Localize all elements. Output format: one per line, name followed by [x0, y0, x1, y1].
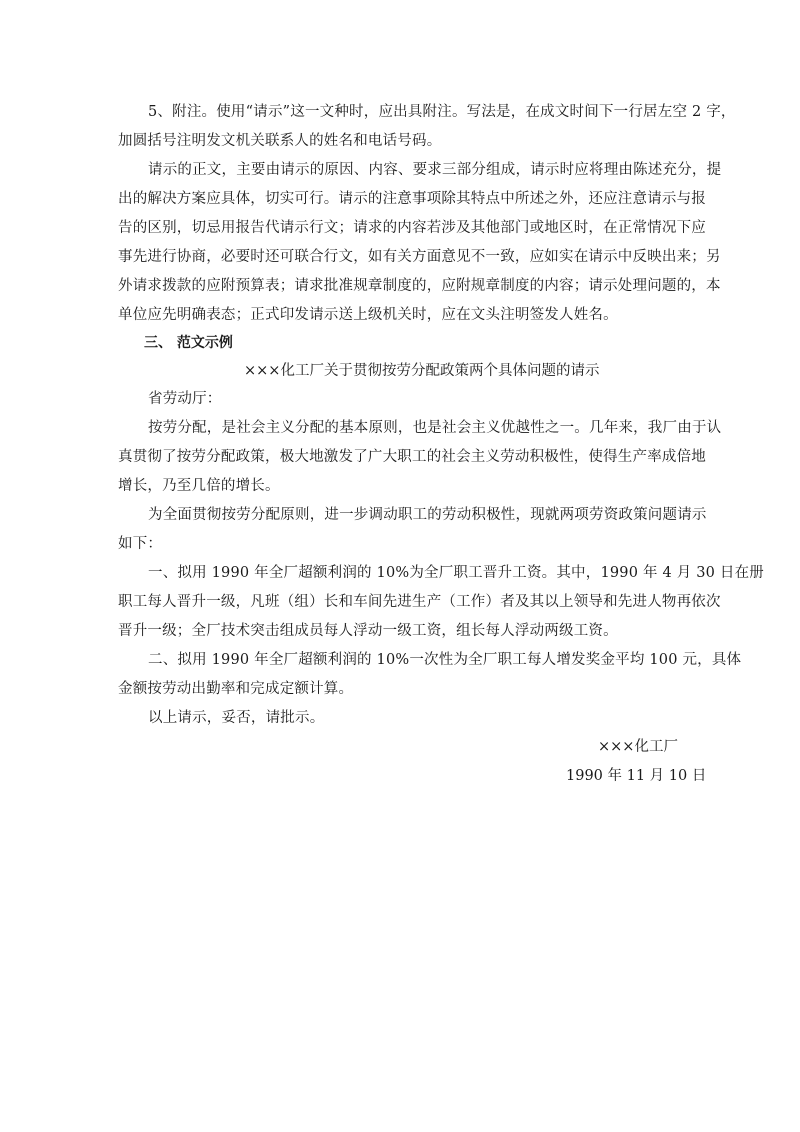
notes-p2-line-6: 单位应先明确表态；正式印发请示送上级机关时，应在文头注明签发人姓名。	[118, 307, 618, 323]
example-p1-line-3: 增长，乃至几倍的增长。	[118, 478, 280, 494]
recipient: 省劳动厅：	[148, 391, 222, 407]
notes-p1-line-2: 加圆括号注明发文机关联系人的姓名和电话号码。	[118, 133, 442, 149]
example-p2-line-2: 如下：	[118, 536, 163, 552]
example-title: ×××化工厂关于贯彻按劳分配政策两个具体问题的请示	[244, 363, 600, 379]
example-p1-line-1: 按劳分配，是社会主义分配的基本原则，也是社会主义优越性之一。几年来，我厂由于认	[148, 420, 722, 436]
example-p3-line-3: 晋升一级；全厂技术突击组成员每人浮动一级工资，组长每人浮动两级工资。	[118, 623, 618, 639]
notes-p1-line-1: 5、附注。使用“请示”这一文种时，应出具附注。写法是，在成文时间下一行居左空 2 字，	[148, 104, 736, 120]
notes-p2-line-1: 请示的正文，主要由请示的原因、内容、要求三部分组成，请示时应将理由陈述充分，提	[148, 162, 722, 178]
example-p3-line-1: 一、拟用 1990 年全厂超额利润的 10%为全厂职工晋升工资。其中，1990 年 4 月 30 日在册	[148, 565, 764, 581]
notes-p2-line-3: 告的区别，切忌用报告代请示行文；请求的内容若涉及其他部门或地区时，在正常情况下应	[118, 220, 706, 236]
example-p1-line-2: 真贯彻了按劳分配政策，极大地激发了广大职工的社会主义劳动积极性，使得生产率成倍地	[118, 449, 706, 465]
example-p4-line-2: 金额按劳动出勤率和完成定额计算。	[118, 681, 354, 697]
closing-line: 以上请示，妥否，请批示。	[148, 710, 325, 726]
notes-p2-line-4: 事先进行协商，必要时还可联合行文，如有关方面意见不一致，应如实在请示中反映出来；另	[118, 249, 721, 265]
example-p2-line-1: 为全面贯彻按劳分配原则，进一步调动职工的劳动积极性，现就两项劳资政策问题请示	[148, 507, 707, 523]
notes-p2-line-5: 外请求拨款的应附预算表；请求批准规章制度的，应附规章制度的内容；请示处理问题的，本	[118, 278, 721, 294]
example-p4-line-1: 二、拟用 1990 年全厂超额利润的 10%一次性为全厂职工每人增发奖金平均 100 元，具体	[148, 652, 742, 668]
example-p3-line-2: 职工每人晋升一级，凡班（组）长和车间先进生产（工作）者及其以上领导和先进人物再依次	[118, 594, 721, 610]
notes-p2-line-2: 出的解决方案应具体，切实可行。请示的注意事项除其特点中所述之外，还应注意请示与报	[118, 191, 706, 207]
section-heading: 三、 范文示例	[144, 335, 233, 351]
signature: ×××化工厂	[598, 739, 678, 755]
date: 1990 年 11 月 10 日	[566, 768, 707, 784]
